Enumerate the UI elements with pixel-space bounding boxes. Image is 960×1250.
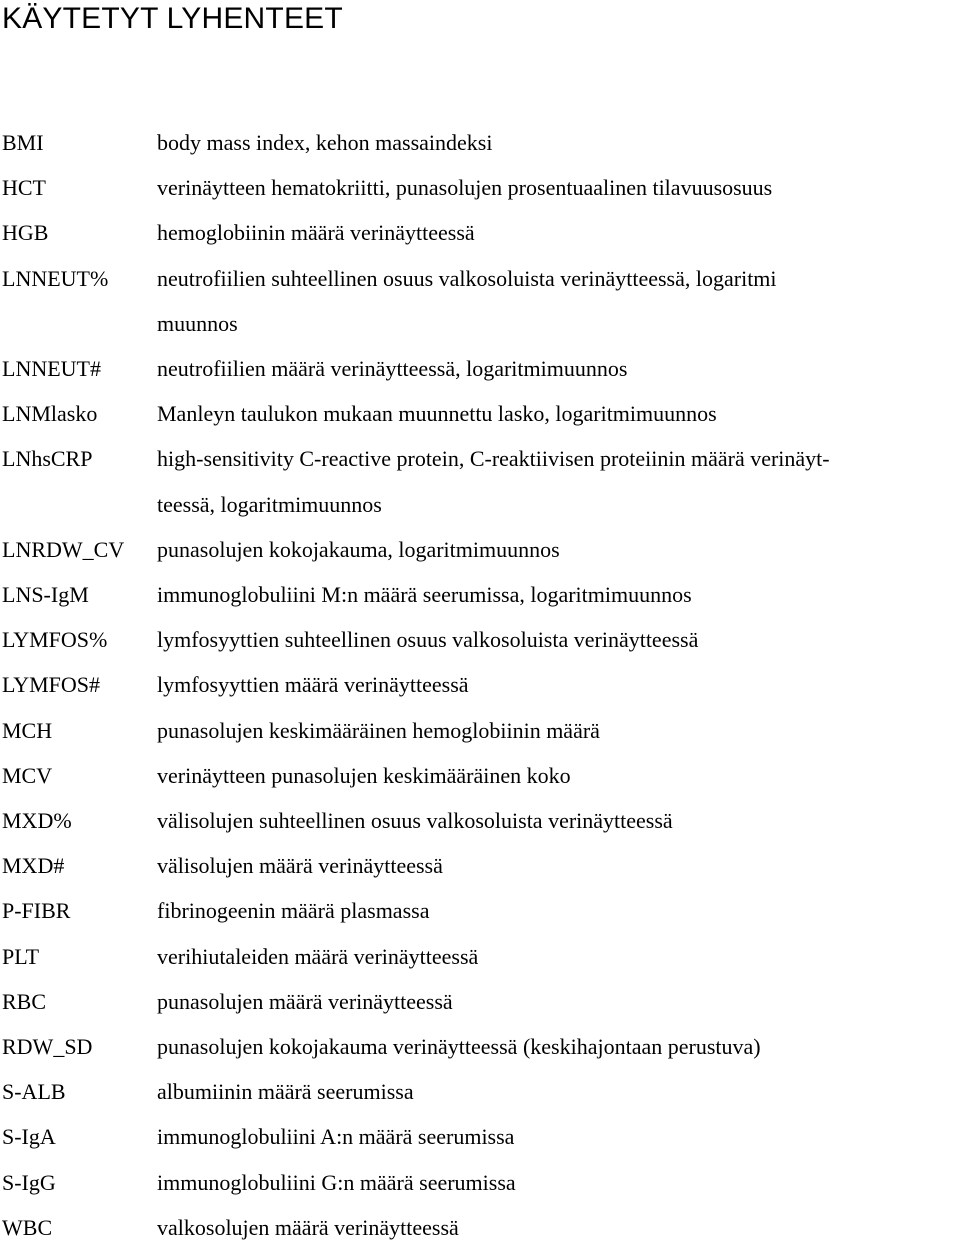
abbreviation-entry [0,843,960,888]
definition-line: verihiutaleiden määrä verinäytteessä [157,943,479,969]
definition-line: hemoglobiinin määrä verinäytteessä [157,220,475,246]
abbreviation-term: WBC [2,1214,53,1240]
abbreviation-definition [157,165,960,210]
abbreviation-term: MXD# [2,853,65,879]
abbreviation-term: RBC [2,988,47,1014]
definition-line: punasolujen kokojakauma, logaritmimuunnos [157,536,560,562]
abbreviation-entry [0,798,960,843]
abbreviation-entry [0,165,960,210]
abbreviation-entry [0,120,960,165]
definition-line: lymfosyyttien määrä verinäytteessä [157,672,469,698]
definition-line: immunoglobuliini G:n määrä seerumissa [157,1169,516,1195]
abbreviation-definition [157,979,960,1024]
abbreviation-entry [0,1160,960,1205]
abbreviation-entry [0,1114,960,1159]
definition-line: high-sensitivity C-reactive protein, C-reaktiivisen proteiinin määrä verinäyt- [157,446,830,472]
abbreviation-definition [157,391,960,436]
abbreviation-entry [0,979,960,1024]
definition-line: teessä, logaritmimuunnos [157,491,382,517]
abbreviation-term: LNNEUT% [2,265,109,291]
definition-line: lymfosyyttien suhteellinen osuus valkosoluista verinäytteessä [157,627,699,653]
definition-line: punasolujen kokojakauma verinäytteessä (keskihajontaan perustuva) [157,1034,761,1060]
abbreviation-definition [157,346,960,391]
abbreviation-definition [157,1069,960,1114]
definition-line: albumiinin määrä seerumissa [157,1079,414,1105]
abbreviation-definition [157,753,960,798]
abbreviation-term: LYMFOS% [2,627,108,653]
definition-line: neutrofiilien suhteellinen osuus valkosoluista verinäytteessä, logaritmi [157,265,777,291]
abbreviation-definition [157,210,960,255]
abbreviation-definition [157,617,960,662]
definition-line: valkosolujen määrä verinäytteessä [157,1214,459,1240]
abbreviation-definition [157,1114,960,1159]
definition-line: verinäytteen punasolujen keskimääräinen koko [157,762,571,788]
abbreviation-definition [157,1205,960,1250]
abbreviation-entry [0,753,960,798]
abbreviation-term: P-FIBR [2,898,71,924]
abbreviation-entry [0,1069,960,1114]
abbreviation-definition [157,527,960,572]
abbreviation-entry [0,1024,960,1069]
abbreviation-term: PLT [2,943,40,969]
abbreviation-term: MXD% [2,808,72,834]
definition-line: punasolujen keskimääräinen hemoglobiinin määrä [157,717,600,743]
abbreviation-entry [0,934,960,979]
definition-line: välisolujen suhteellinen osuus valkosoluista verinäytteessä [157,808,673,834]
abbreviation-term: LNNEUT# [2,356,101,382]
abbreviation-definition [157,843,960,888]
definition-line: immunoglobuliini A:n määrä seerumissa [157,1124,515,1150]
abbreviation-term: S-IgA [2,1124,56,1150]
abbreviation-term: HCT [2,175,46,201]
abbreviation-term: BMI [2,130,44,155]
definition-line: body mass index, kehon massaindeksi [157,130,493,155]
abbreviation-term: RDW_SD [2,1034,93,1060]
definition-line: immunoglobuliini M:n määrä seerumissa, logaritmimuunnos [157,582,692,608]
abbreviation-term: LNMlasko [2,401,98,427]
abbreviation-definition [157,1160,960,1205]
abbreviation-entry [0,436,960,526]
abbreviation-entry [0,888,960,933]
abbreviation-definition [157,662,960,707]
page-title: KÄYTETYT LYHENTEET [2,2,343,35]
abbreviation-entry [0,662,960,707]
definition-line: välisolujen määrä verinäytteessä [157,853,443,879]
definition-line: neutrofiilien määrä verinäytteessä, logaritmimuunnos [157,356,628,382]
abbreviation-entry [0,572,960,617]
abbreviation-entry [0,346,960,391]
abbreviation-definition [157,708,960,753]
abbreviation-definition [157,888,960,933]
abbreviation-term: LYMFOS# [2,672,101,698]
abbreviation-definition [157,1024,960,1069]
abbreviation-entry [0,256,960,346]
definition-line: verinäytteen hematokriitti, punasolujen prosentuaalinen tilavuusosuus [157,175,773,201]
abbreviation-entry [0,708,960,753]
definition-line: fibrinogeenin määrä plasmassa [157,898,430,924]
abbreviation-term: LNS-IgM [2,582,89,608]
definition-line: punasolujen määrä verinäytteessä [157,988,453,1014]
definition-line: muunnos [157,310,238,336]
abbreviation-term: S-IgG [2,1169,56,1195]
abbreviation-definition [157,120,960,165]
abbreviation-entry [0,527,960,572]
abbreviation-term: HGB [2,220,49,246]
abbreviation-term: LNhsCRP [2,446,93,472]
abbreviation-entry [0,1205,960,1250]
abbreviation-term: MCH [2,717,53,743]
abbreviation-term: LNRDW_CV [2,536,125,562]
abbreviation-list [0,120,960,1250]
abbreviation-term: S-ALB [2,1079,66,1105]
abbreviation-definition [157,572,960,617]
abbreviation-definition [157,436,960,526]
abbreviation-entry [0,617,960,662]
abbreviation-entry [0,210,960,255]
abbreviation-definition [157,934,960,979]
abbreviation-term: MCV [2,762,53,788]
abbreviation-entry [0,391,960,436]
abbreviation-definition [157,256,960,346]
definition-line: Manleyn taulukon mukaan muunnettu lasko, logaritmimuunnos [157,401,717,427]
abbreviation-definition [157,798,960,843]
